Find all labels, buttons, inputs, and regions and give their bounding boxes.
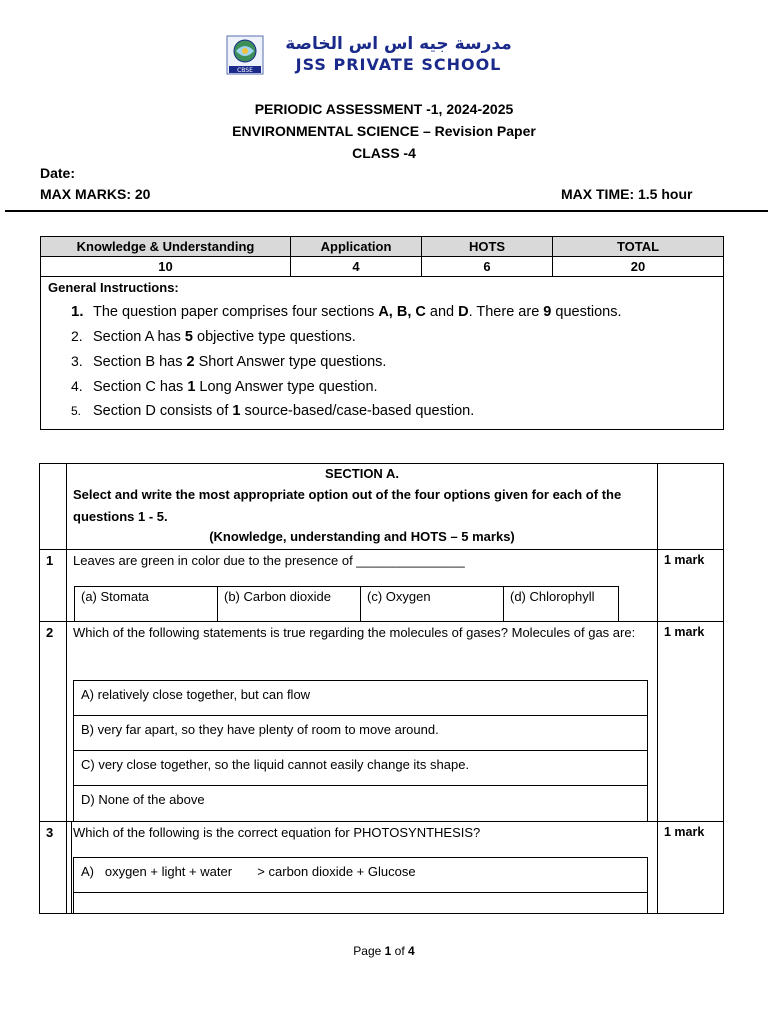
q3-inner-line (71, 822, 72, 914)
value-hots: 6 (422, 257, 553, 277)
section-a-title: SECTION A. (325, 466, 399, 481)
option-b (73, 892, 648, 914)
instruction-item: 3. Section B has 2 Short Answer type questions. (71, 353, 387, 370)
header-knowledge: Knowledge & Understanding (41, 237, 291, 257)
marks-column-line (657, 463, 658, 914)
question-text: Which of the following is the correct equation for PHOTOSYNTHESIS? (73, 825, 481, 840)
value-total: 20 (553, 257, 724, 277)
school-name-arabic: مدرسة جيه اس اس الخاصة (285, 34, 512, 54)
subject-title: ENVIRONMENTAL SCIENCE – Revision Paper (232, 123, 536, 139)
page-number: 1 (384, 944, 392, 958)
max-time: MAX TIME: 1.5 hour (561, 186, 693, 202)
instructions-list (71, 299, 711, 424)
option-d: D) None of the above (73, 785, 648, 822)
question-mark: 1 mark (664, 825, 705, 839)
question-number: 1 (46, 553, 54, 568)
page-footer: Page 1 of 4 (353, 944, 415, 958)
q1-options (74, 586, 619, 622)
question-number: 2 (46, 625, 54, 640)
max-marks: MAX MARKS: 20 (40, 186, 151, 202)
option-c: C) very close together, so the liquid cannot easily change its shape. (73, 750, 648, 786)
value-knowledge: 10 (41, 257, 291, 277)
general-instructions (40, 277, 724, 430)
option-b: B) very far apart, so they have plenty of room to move around. (73, 715, 648, 751)
value-application: 4 (291, 257, 422, 277)
marks-distribution-table (40, 236, 724, 277)
option-b: (b) Carbon dioxide (218, 587, 361, 622)
school-name-english: JSS PRIVATE SCHOOL (295, 55, 502, 74)
question-text: Which of the following statements is true regarding the molecules of gases? Molecules of gas are: (73, 625, 636, 640)
header-divider (5, 210, 768, 212)
date-label: Date: (40, 165, 76, 181)
page-total: 4 (408, 944, 415, 958)
option-a: A) relatively close together, but can flow (73, 680, 648, 716)
header-total: TOTAL (553, 237, 724, 257)
instruction-item: 4. Section C has 1 Long Answer type question. (71, 378, 378, 395)
section-a-instruction: Select and write the most appropriate option out of the four options given for each of the questions 1 - 5. (73, 487, 622, 524)
class-title: CLASS -4 (352, 145, 416, 161)
option-a: (a) Stomata (75, 587, 218, 622)
instruction-item: 1. The question paper comprises four sections A, B, C and D. There are 9 questions. (71, 303, 622, 320)
logo-text: CBSE (237, 67, 253, 74)
option-a: A) oxygen + light + water > carbon dioxide + Glucose (73, 857, 648, 893)
instruction-item: 2. Section A has 5 objective type questions. (71, 328, 356, 345)
header-hots: HOTS (422, 237, 553, 257)
option-d: (d) Chlorophyll (504, 587, 619, 622)
question-mark: 1 mark (664, 553, 705, 567)
school-logo-emblem (226, 35, 264, 75)
header-application: Application (291, 237, 422, 257)
question-number: 3 (46, 825, 54, 840)
option-c: (c) Oxygen (361, 587, 504, 622)
question-mark: 1 mark (664, 625, 705, 639)
instruction-item: 5. Section D consists of 1 source-based/case-based question. (71, 403, 475, 419)
assessment-title: PERIODIC ASSESSMENT -1, 2024-2025 (254, 101, 514, 117)
section-a-marks-note: (Knowledge, understanding and HOTS – 5 marks) (209, 529, 515, 544)
question-text: Leaves are green in color due to the presence of _______________ (73, 553, 465, 568)
instructions-heading: General Instructions: (48, 280, 179, 295)
